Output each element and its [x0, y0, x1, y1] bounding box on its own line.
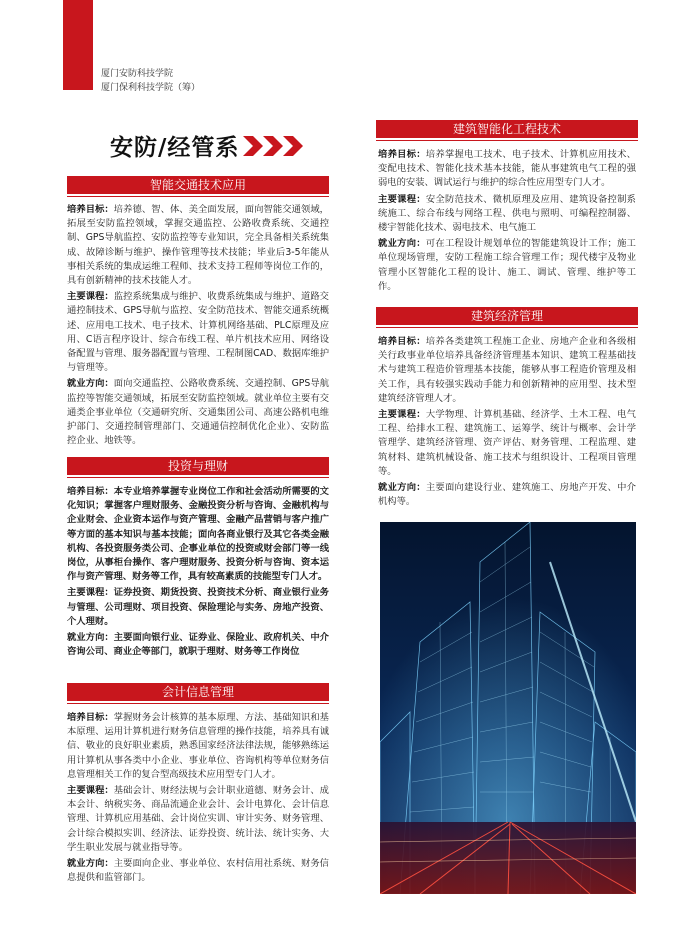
para: 就业方向：主要面向企业、事业单位、农村信用社系统、财务信息提供和监管部门。 [67, 858, 329, 884]
section-body-accounting [67, 711, 329, 887]
section-header-building-intelligence: 建筑智能化工程技术 [376, 120, 638, 138]
para: 就业方向：主要面向建设行业、建筑施工、房地产开发、中介机构等。 [378, 482, 636, 508]
para: 培养目标：培养德、智、体、美全面发展，面向智能交通领域，拓展至安防监控领域，掌握交通监控、公路收费系统、交通控制、GPS导航监控、安防监控等专业知识，完全具备相关系统集成、故障诊断与维护、操作管理等技术技能；毕业后3-5年能从事相关系统的集成运维工程师、技术支持工程师等岗位工作的，具有创新精神的技术技能人才。 [67, 204, 329, 287]
para: 就业方向：可在工程设计规划单位的智能建筑设计工作；施工单位现场管理，安防工程施工综合管理工作；现代楼宇及物业管理小区智能化工程的设计、施工、调试、管理、维护等工作。 [378, 238, 636, 292]
section-header-accounting: 会计信息管理 [67, 683, 329, 701]
para: 主要课程：监控系统集成与维护、收费系统集成与维护、道路交通控制技术、GPS导航与监控、安全防范技术、智能交通系统概述、应用电工技术、电子技术、计算机网络基础、PLC原理及应用、C语言程序设计、综合布线工程、单片机技术应用、网络设备配置与管理、服务器配置与管理、工程制图CAD、数据库维护与管理等。 [67, 291, 329, 374]
section-body-traffic [67, 203, 329, 450]
para: 主要课程：基础会计、财经法规与会计职业道德、财务会计、成本会计、纳税实务、商品流通企业会计、会计电算化、会计信息管理、计算机应用基础、会计岗位实训、审计实务、财务管理、会计综合模拟实训、经济法、证券投资、统计法、统计实务、大学生职业发展与就业指导等。 [67, 785, 329, 853]
section-body-construction-economics [378, 335, 636, 511]
section-header-investment: 投资与理财 [67, 457, 329, 475]
section-header-construction-economics: 建筑经济管理 [376, 307, 638, 325]
para: 培养目标：培养掌握电工技术、电子技术、计算机应用技术、变配电技术、智能化技术基本技能，能从事建筑电气工程的强弱电的安装、调试运行与维护的综合性应用型专门人才。 [378, 149, 636, 189]
section-body-investment [67, 485, 329, 661]
section-header-traffic: 智能交通技术应用 [67, 176, 329, 194]
department-title: 安防/经管系 [110, 135, 240, 161]
para: 就业方向：主要面向银行业、证券业、保险业、政府机关、中介咨询公司、商业企等部门，就职于理财、财务等工作岗位 [67, 632, 329, 658]
para: 主要课程：大学物理、计算机基础、经济学、土木工程、电气工程、给排水工程、建筑施工、运筹学、统计与概率、会计学管理学、建筑经济管理、资产评估、财务管理、工程监理、建筑材料、建筑机械设备、施工技术与组织设计、工程项目管理等。 [378, 409, 636, 477]
para: 培养目标：本专业培养掌握专业岗位工作和社会活动所需要的文化知识；掌握客户理财服务、金融投资分析与咨询、金融机构与企业财会、企业资本运作与资产管理、金融产品营销与客户推广等方面的基本知识与基本技能；面向各商业银行及其它各类金融机构、各投资服务类公司、企事业单位的投资或财会部门等一线岗位，从事柜台操作、客户理财服务、投资分析与咨询、资本运作与资产管理、财务等工作，具有较高素质的技能型专门人才。 [67, 486, 329, 583]
para: 主要课程：证券投资、期货投资、投资技术分析、商业银行业务与管理、公司理财、项目投资、保险理论与实务、房地产投资、个人理财。 [67, 587, 329, 627]
section-body-building-intelligence [378, 148, 636, 296]
para: 培养目标：培养各类建筑工程施工企业、房地产企业和各级相关行政事业单位培养具备经济管理基本知识、建筑工程基础技术与建筑工程造价管理基本技能，能够从事工程造价管理及相关工作，具有较强实践动手能力和创新精神的应用型、技术型建筑经济管理人才。 [378, 336, 636, 404]
school-name-1: 厦门安防科技学院 [101, 69, 174, 79]
header-red-bar [63, 0, 93, 90]
city-buildings-photo [380, 522, 636, 894]
para: 主要课程：安全防范技术、微机原理及应用、建筑设备控制系统施工、综合布线与网络工程、供电与照明、可编程控制器、楼宇智能化技术、弱电技术、电气施工 [378, 193, 636, 234]
para: 就业方向：面向交通监控、公路收费系统、交通控制、GPS导航监控等智能交通领域，拓展至安防监控领域。就业单位主要有交通类企事业单位（交通研究所、交通集团公司、高速公路机电维护部门、交通控制管理部门、交通通信控制优化企业）、安防监控企业、地铁等。 [67, 378, 329, 447]
school-name-2: 厦门保利科技学院（筹） [101, 83, 201, 93]
para: 培养目标：掌握财务会计核算的基本原理、方法、基础知识和基本原理、运用计算机进行财务信息管理的操作技能，培养具有诚信、敬业的良好职业素质，熟悉国家经济法律法规，能够熟练运用计算机从事各类中小企业、事业单位、咨询机构等单位财务信息管理相关工作的复合型高级技术应用型专门人才。 [67, 712, 329, 780]
chevrons-icon [243, 136, 307, 156]
